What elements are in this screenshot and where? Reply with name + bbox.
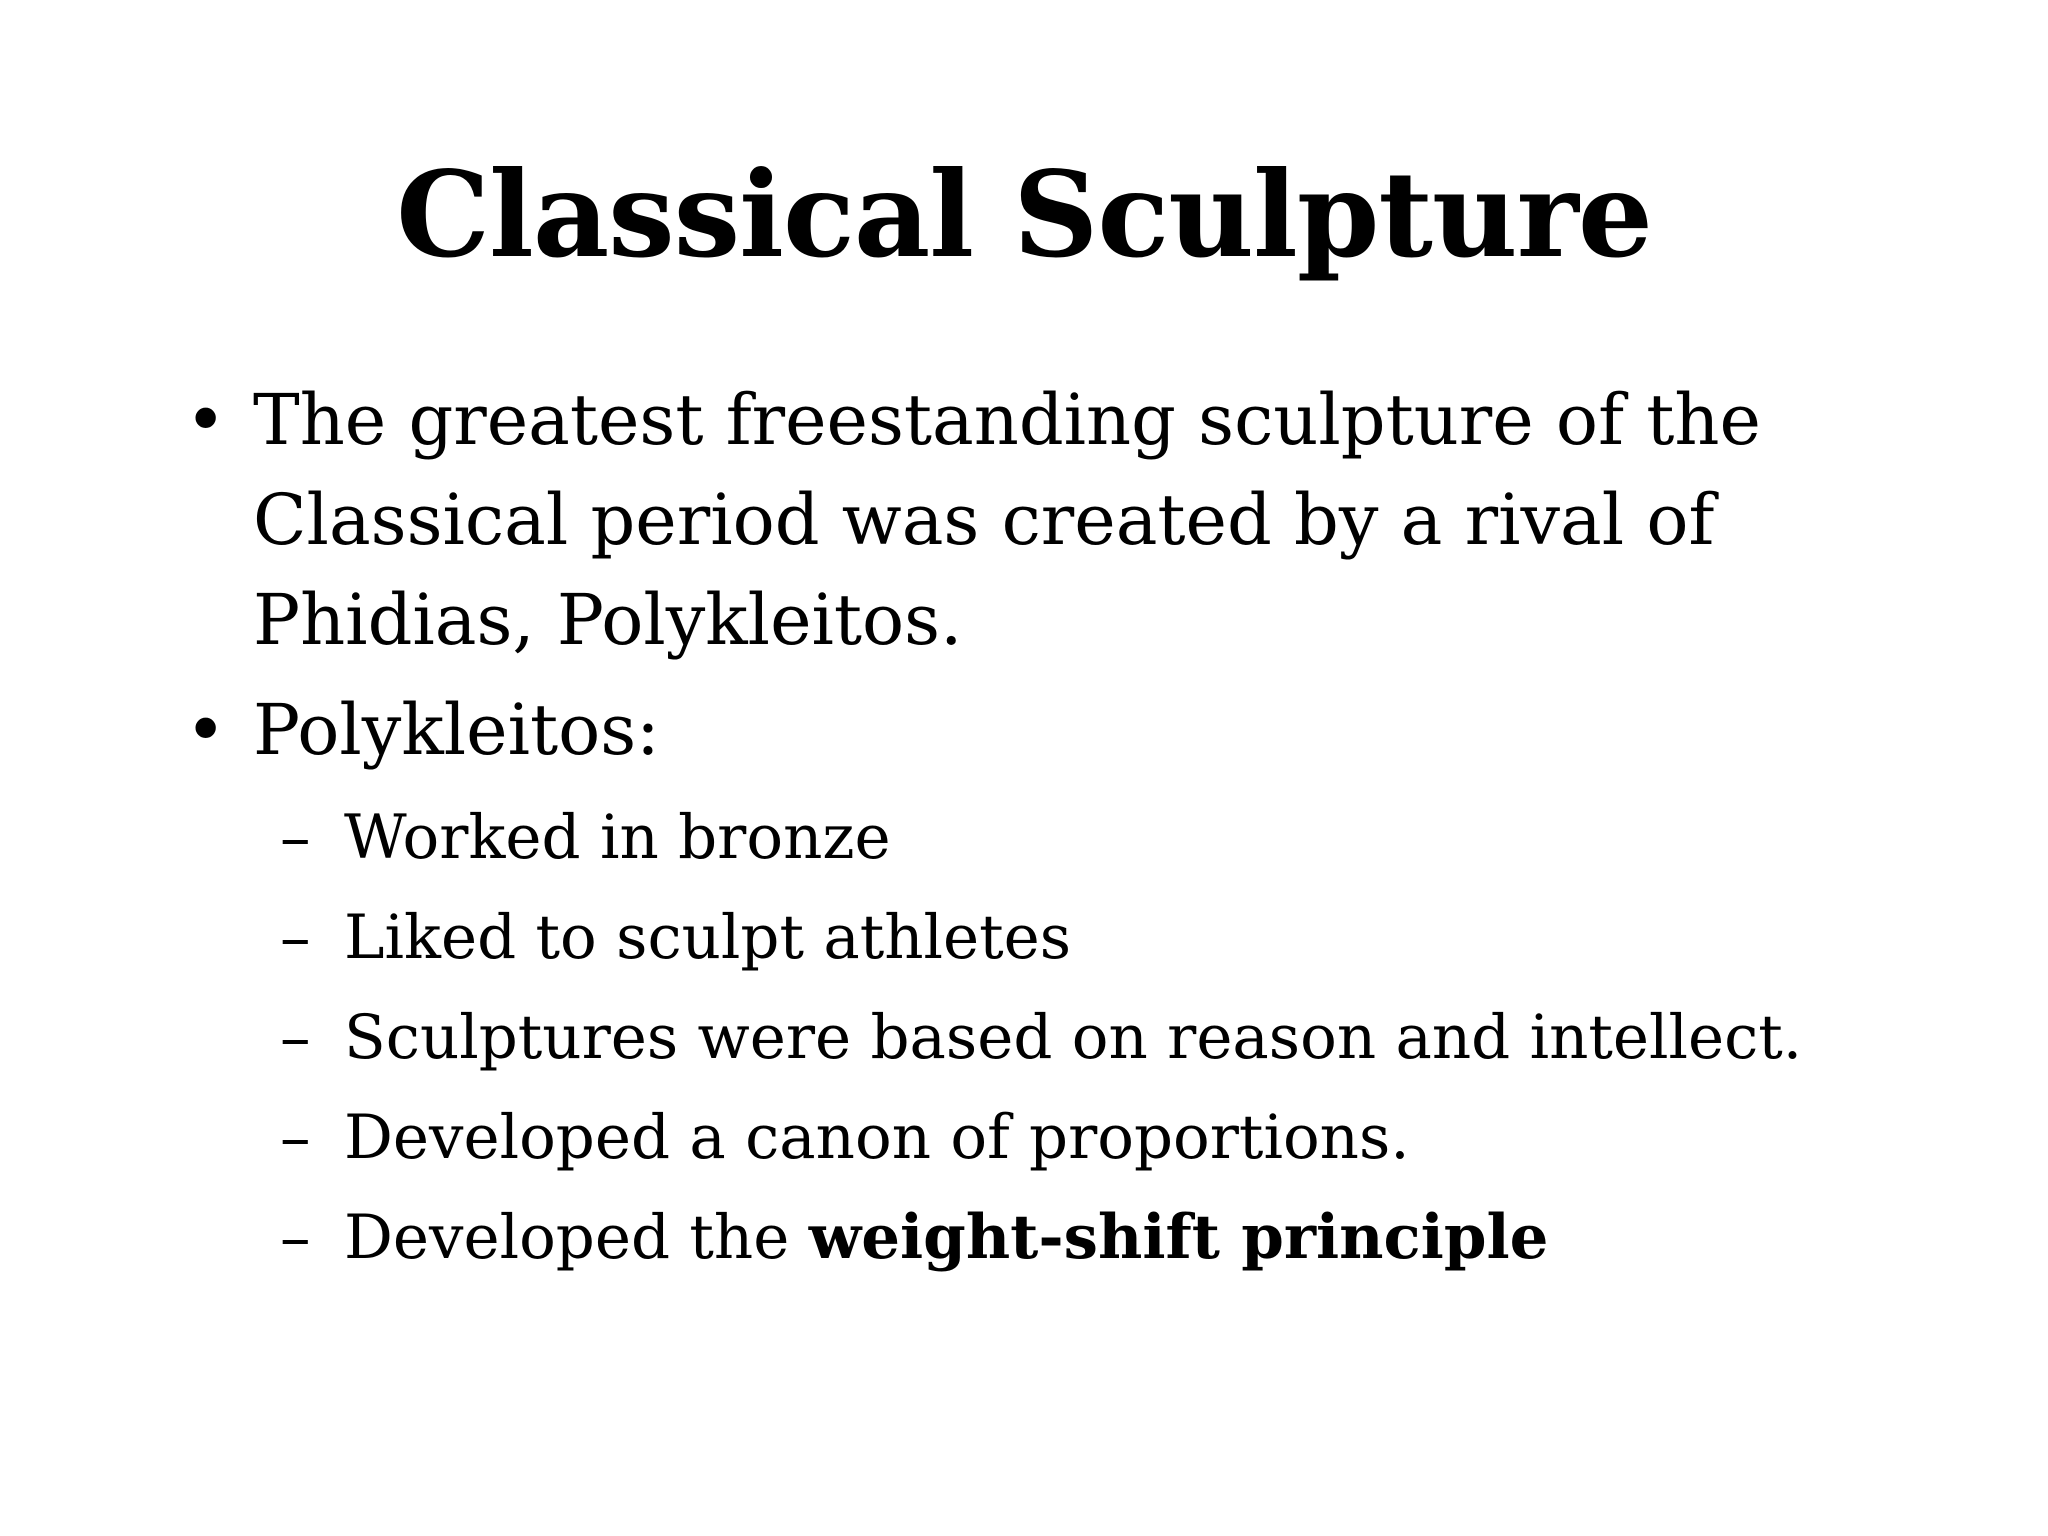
- bullet-item: [185, 680, 1825, 780]
- sub-bullet-dash: –: [280, 802, 311, 873]
- bullet-text: Polykleitos:: [253, 689, 660, 771]
- bullet-item: [185, 370, 1825, 670]
- sub-bullet-text: Worked in bronze: [344, 802, 891, 873]
- sub-bullet-item: [280, 993, 1880, 1083]
- sub-bullet-item: [280, 1093, 1880, 1183]
- sub-bullet-item: [280, 1193, 1880, 1283]
- sub-bullet-item: [280, 793, 1880, 883]
- sub-bullet-dash: –: [280, 1102, 311, 1173]
- sub-bullet-text: [344, 1193, 1880, 1283]
- slide-title: Classical Sculpture: [396, 145, 1652, 284]
- sub-bullet-text: Developed a canon of proportions.: [344, 1102, 1410, 1173]
- sub-bullet-dash: –: [280, 902, 311, 973]
- sub-bullet-text-plain: Developed the: [344, 1202, 809, 1273]
- sub-bullet-text-bold: weight-shift principle: [808, 1202, 1549, 1273]
- sub-bullet-text: Sculptures were based on reason and intellect.: [344, 1002, 1803, 1073]
- sub-bullet-dash: –: [280, 1002, 311, 1073]
- bullet-dot: •: [185, 689, 227, 771]
- sub-bullet-text: Liked to sculpt athletes: [344, 902, 1072, 973]
- sub-bullet-dash: –: [280, 1202, 311, 1273]
- bullet-dot: •: [185, 379, 227, 461]
- bullet-text: The greatest freestanding sculpture of the Classical period was created by a rival of Phidias, Polykleitos.: [253, 379, 1761, 661]
- sub-bullet-item: [280, 893, 1880, 983]
